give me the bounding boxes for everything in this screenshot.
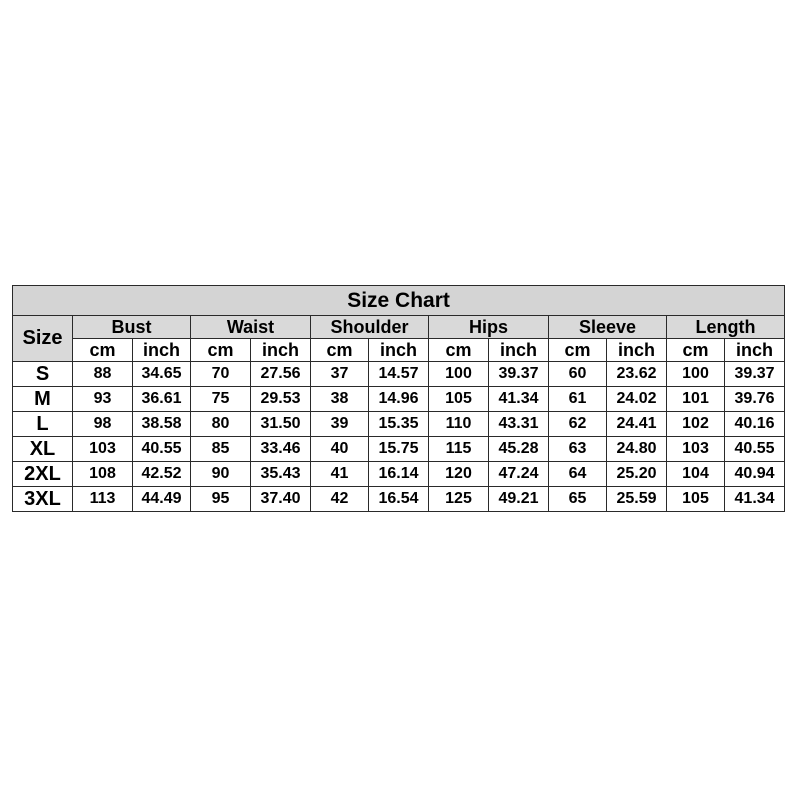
cell-sleeve-inch: 23.62 (607, 362, 667, 387)
cell-length-cm: 105 (667, 487, 725, 512)
cell-waist-inch: 29.53 (251, 387, 311, 412)
cell-hips-cm: 100 (429, 362, 489, 387)
cell-length-cm: 103 (667, 437, 725, 462)
size-label: XL (13, 437, 73, 462)
cell-shoulder-cm: 42 (311, 487, 369, 512)
cell-hips-inch: 47.24 (489, 462, 549, 487)
cell-length-inch: 40.55 (725, 437, 785, 462)
cell-shoulder-inch: 16.14 (369, 462, 429, 487)
cell-sleeve-inch: 24.02 (607, 387, 667, 412)
cell-bust-inch: 40.55 (133, 437, 191, 462)
cell-sleeve-inch: 24.80 (607, 437, 667, 462)
cell-bust-inch: 42.52 (133, 462, 191, 487)
group-header-waist: Waist (191, 316, 311, 339)
size-chart-table (12, 285, 785, 512)
cell-shoulder-inch: 15.75 (369, 437, 429, 462)
cell-bust-cm: 93 (73, 387, 133, 412)
group-header-length: Length (667, 316, 785, 339)
cell-hips-inch: 45.28 (489, 437, 549, 462)
cell-hips-cm: 125 (429, 487, 489, 512)
size-column-header: Size (13, 316, 73, 362)
size-label: M (13, 387, 73, 412)
cell-shoulder-cm: 41 (311, 462, 369, 487)
cell-waist-cm: 70 (191, 362, 251, 387)
cell-sleeve-cm: 64 (549, 462, 607, 487)
table-row (13, 487, 785, 512)
size-label: S (13, 362, 73, 387)
cell-shoulder-inch: 15.35 (369, 412, 429, 437)
cell-sleeve-inch: 25.59 (607, 487, 667, 512)
cell-hips-inch: 43.31 (489, 412, 549, 437)
size-label: L (13, 412, 73, 437)
unit-header-shoulder-cm: cm (311, 339, 369, 362)
table-row (13, 387, 785, 412)
cell-shoulder-inch: 14.57 (369, 362, 429, 387)
group-header-bust: Bust (73, 316, 191, 339)
cell-sleeve-inch: 25.20 (607, 462, 667, 487)
cell-length-inch: 40.16 (725, 412, 785, 437)
cell-bust-cm: 98 (73, 412, 133, 437)
cell-waist-inch: 31.50 (251, 412, 311, 437)
group-header-sleeve: Sleeve (549, 316, 667, 339)
cell-waist-inch: 37.40 (251, 487, 311, 512)
cell-length-inch: 40.94 (725, 462, 785, 487)
cell-hips-cm: 120 (429, 462, 489, 487)
cell-hips-cm: 115 (429, 437, 489, 462)
cell-bust-cm: 113 (73, 487, 133, 512)
cell-waist-cm: 90 (191, 462, 251, 487)
cell-waist-inch: 33.46 (251, 437, 311, 462)
cell-sleeve-cm: 62 (549, 412, 607, 437)
unit-header-sleeve-inch: inch (607, 339, 667, 362)
cell-waist-cm: 95 (191, 487, 251, 512)
cell-hips-inch: 41.34 (489, 387, 549, 412)
cell-shoulder-inch: 16.54 (369, 487, 429, 512)
cell-bust-inch: 34.65 (133, 362, 191, 387)
size-label: 2XL (13, 462, 73, 487)
cell-waist-inch: 27.56 (251, 362, 311, 387)
cell-sleeve-inch: 24.41 (607, 412, 667, 437)
cell-shoulder-cm: 38 (311, 387, 369, 412)
cell-length-inch: 41.34 (725, 487, 785, 512)
cell-bust-cm: 88 (73, 362, 133, 387)
unit-header-length-inch: inch (725, 339, 785, 362)
cell-waist-inch: 35.43 (251, 462, 311, 487)
cell-length-cm: 102 (667, 412, 725, 437)
cell-sleeve-cm: 60 (549, 362, 607, 387)
table-row (13, 437, 785, 462)
cell-shoulder-cm: 37 (311, 362, 369, 387)
unit-header-waist-inch: inch (251, 339, 311, 362)
unit-header-hips-inch: inch (489, 339, 549, 362)
chart-title: Size Chart (13, 286, 785, 316)
cell-waist-cm: 75 (191, 387, 251, 412)
cell-waist-cm: 85 (191, 437, 251, 462)
cell-length-cm: 101 (667, 387, 725, 412)
group-header-hips: Hips (429, 316, 549, 339)
unit-header-length-cm: cm (667, 339, 725, 362)
table-row (13, 462, 785, 487)
cell-waist-cm: 80 (191, 412, 251, 437)
unit-header-shoulder-inch: inch (369, 339, 429, 362)
unit-header-hips-cm: cm (429, 339, 489, 362)
table-row (13, 362, 785, 387)
cell-sleeve-cm: 63 (549, 437, 607, 462)
unit-header-sleeve-cm: cm (549, 339, 607, 362)
unit-header-bust-cm: cm (73, 339, 133, 362)
group-header-shoulder: Shoulder (311, 316, 429, 339)
cell-hips-inch: 39.37 (489, 362, 549, 387)
cell-bust-cm: 103 (73, 437, 133, 462)
cell-shoulder-inch: 14.96 (369, 387, 429, 412)
cell-sleeve-cm: 65 (549, 487, 607, 512)
cell-shoulder-cm: 39 (311, 412, 369, 437)
size-label: 3XL (13, 487, 73, 512)
cell-length-inch: 39.76 (725, 387, 785, 412)
cell-length-cm: 104 (667, 462, 725, 487)
unit-header-bust-inch: inch (133, 339, 191, 362)
table-row (13, 412, 785, 437)
cell-length-inch: 39.37 (725, 362, 785, 387)
cell-bust-inch: 36.61 (133, 387, 191, 412)
cell-bust-inch: 44.49 (133, 487, 191, 512)
cell-hips-cm: 110 (429, 412, 489, 437)
cell-bust-inch: 38.58 (133, 412, 191, 437)
cell-hips-cm: 105 (429, 387, 489, 412)
cell-shoulder-cm: 40 (311, 437, 369, 462)
cell-sleeve-cm: 61 (549, 387, 607, 412)
unit-header-waist-cm: cm (191, 339, 251, 362)
cell-hips-inch: 49.21 (489, 487, 549, 512)
cell-bust-cm: 108 (73, 462, 133, 487)
cell-length-cm: 100 (667, 362, 725, 387)
